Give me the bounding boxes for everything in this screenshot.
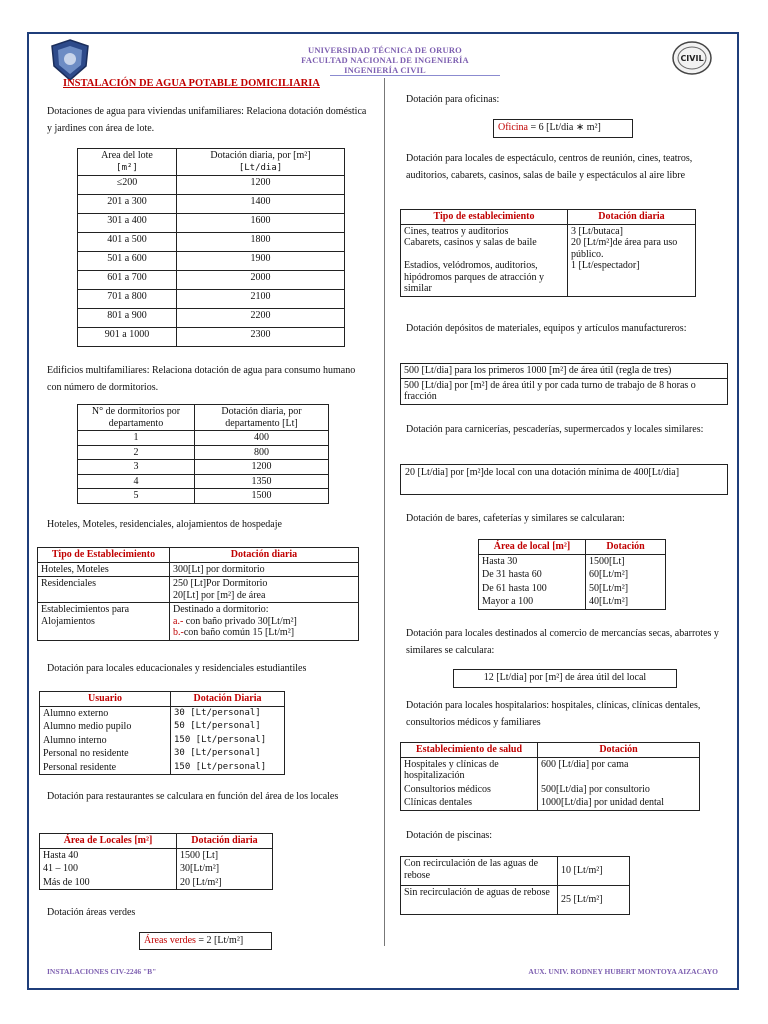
table-cell: con baño privado 30[Lt/m²]: [183, 615, 297, 627]
table-cell: 500 [Lt/dia] para los primeros 1000 [m²] de área útil (regla de tres): [401, 364, 728, 379]
hospitales-intro: Dotación para locales hospitalarios: hospitales, clínicas, clínicas dentales, consultorios médicos y familiares: [406, 700, 701, 728]
oficina-label: Oficina: [498, 122, 528, 133]
table-cell: Hospitales y clínicas de hospitalización: [401, 757, 538, 783]
table-cell: 800: [195, 445, 329, 460]
table-cell: 20 [Lt/m²]de área para uso público.: [571, 237, 678, 260]
verdes-intro: Dotación áreas verdes: [47, 907, 136, 918]
table-cell: 2300: [177, 328, 345, 347]
table-cell: 300[Lt] por dormitorio: [170, 562, 359, 577]
educ-header-dotacion: Dotación Diaria: [171, 692, 285, 707]
multifamiliar-intro: Edificios multifamiliares: Relaciona dotación de agua para consumo humano con número de dormitorios.: [47, 365, 356, 393]
restaurantes-table: [39, 833, 273, 890]
table-cell: con baño común 15 [Lt/m²]: [183, 627, 295, 638]
table-cell: De 31 hasta 60: [479, 568, 586, 582]
table-cell: 501 a 600: [78, 252, 177, 271]
table-cell: Personal residente: [40, 761, 171, 775]
table-cell: 1500: [195, 489, 329, 504]
oficina-value: = 6 [Lt/dia ∗ m²]: [528, 122, 601, 133]
multifam-col2b: departamento [Lt]: [225, 417, 298, 429]
carnicerias-formula: 20 [Lt/dia] por [m²]de local con una dotación mínima de 400[Lt/dia]: [400, 464, 728, 495]
table-cell: 1600: [177, 214, 345, 233]
bares-header-dotacion: Dotación: [586, 540, 666, 555]
hoteles-header-tipo: Tipo de Establecimiento: [38, 548, 170, 563]
restaurantes-intro: Dotación para restaurantes se calculara en función del área de los locales: [47, 791, 339, 802]
table-cell: 1800: [177, 233, 345, 252]
university-name: UNIVERSIDAD TÉCNICA DE ORURO: [308, 45, 462, 55]
table-cell: 20 [Lt/m²]: [177, 876, 273, 890]
unifamiliar-table: [77, 148, 345, 347]
piscinas-intro: Dotación de piscinas:: [406, 830, 493, 841]
table-cell: Clínicas dentales: [401, 796, 538, 810]
table-cell: 50 [Lt/personal]: [171, 720, 285, 734]
table-cell: 30 [Lt/personal]: [171, 747, 285, 761]
table-cell: Sin recirculación de aguas de rebose: [401, 886, 558, 915]
table-cell: De 61 hasta 100: [479, 582, 586, 596]
table-cell: 1: [78, 431, 195, 446]
unifam-col2a: Dotación diaria, por [m²]: [210, 150, 311, 161]
areas-verdes-value: = 2 [Lt/m²]: [195, 935, 244, 946]
bares-table: [478, 539, 666, 610]
areas-verdes-formula: [139, 932, 272, 950]
table-cell: Destinado a dormitorio:: [173, 604, 269, 615]
hoteles-header-dotacion: Dotación diaria: [170, 548, 359, 563]
table-cell: 201 a 300: [78, 195, 177, 214]
table-cell: 500[Lt/dia] por consultorio: [538, 783, 700, 797]
oficinas-intro: Dotación para oficinas:: [406, 94, 500, 105]
table-cell: Personal no residente: [40, 747, 171, 761]
hospitales-table: [400, 742, 700, 811]
table-cell: 1200: [195, 460, 329, 475]
table-cell: 2000: [177, 271, 345, 290]
table-cell: 1900: [177, 252, 345, 271]
option-a-marker: a.-: [173, 615, 184, 627]
unifam-col1b: [m²]: [116, 162, 138, 173]
table-cell: 2200: [177, 309, 345, 328]
espectaculo-intro: Dotación para locales de espectáculo, centros de reunión, cines, teatros, auditorios, cabarets, casinos, salas de baile y espectáculos al aire libre: [406, 153, 693, 181]
table-cell: 901 a 1000: [78, 328, 177, 347]
table-cell: 600 [Lt/dia] por cama: [538, 757, 700, 783]
depositos-table: [400, 363, 728, 405]
espectaculo-header-tipo: Tipo de establecimiento: [401, 210, 568, 225]
document-title: INSTALACIÓN DE AGUA POTABLE DOMICILIARIA: [63, 78, 320, 89]
table-cell: Establecimientos para: [41, 604, 130, 615]
table-cell: 3: [78, 460, 195, 475]
areas-verdes-label: Áreas verdes: [144, 935, 196, 946]
footer-author: AUX. UNIV. RODNEY HUBERT MONTOYA AIZACAYO: [528, 967, 718, 976]
depositos-intro: Dotación depósitos de materiales, equipos y artículos manufactureros:: [406, 323, 687, 334]
table-cell: Hasta 40: [40, 848, 177, 862]
table-cell: 2100: [177, 290, 345, 309]
piscinas-table: [400, 856, 630, 915]
bares-intro: Dotación de bares, cafeterías y similares se calcularan:: [406, 513, 625, 524]
table-cell: 1350: [195, 474, 329, 489]
table-cell: 1200: [177, 176, 345, 195]
table-cell: Más de 100: [40, 876, 177, 890]
unifamiliar-intro: Dotaciones de agua para viviendas unifamiliares: Relaciona dotación doméstica y jardines con área de lote.: [47, 106, 367, 134]
multifamiliar-table: [77, 404, 329, 504]
hoteles-intro: Hoteles, Moteles, residenciales, alojamientos de hospedaje: [47, 519, 282, 530]
career-name: INGENIERÍA CIVIL: [344, 65, 426, 75]
table-cell: 5: [78, 489, 195, 504]
multifam-col1b: departamento: [108, 417, 164, 429]
table-cell: 400: [195, 431, 329, 446]
header-rule: [330, 75, 500, 76]
bares-header-area: Área de local [m²]: [479, 540, 586, 555]
restaurantes-header-area: Área de Locales [m²]: [40, 834, 177, 849]
table-cell: 2: [78, 445, 195, 460]
table-cell: 1000[Lt/dia] por unidad dental: [538, 796, 700, 810]
espectaculo-table: [400, 209, 696, 297]
table-cell: Hoteles, Moteles: [38, 562, 170, 577]
table-cell: Consultorios médicos: [401, 783, 538, 797]
multifam-col1a: N° de dormitorios por: [91, 406, 181, 417]
svg-text:CIVIL: CIVIL: [680, 54, 704, 63]
table-cell: 41 – 100: [40, 862, 177, 876]
table-cell: 30 [Lt/personal]: [171, 706, 285, 720]
table-cell: 601 a 700: [78, 271, 177, 290]
table-cell: Mayor a 100: [479, 595, 586, 609]
table-cell: 30[Lt/m²]: [177, 862, 273, 876]
table-cell: 150 [Lt/personal]: [171, 761, 285, 775]
table-cell: Alumno interno: [40, 734, 171, 748]
table-cell: 4: [78, 474, 195, 489]
table-cell: 60[Lt/m²]: [586, 568, 666, 582]
table-cell: 701 a 800: [78, 290, 177, 309]
faculty-name: FACULTAD NACIONAL DE INGENIERÍA: [301, 55, 469, 65]
espectaculo-header-dotacion: Dotación diaria: [568, 210, 696, 225]
table-cell: 1500[Lt]: [586, 554, 666, 568]
table-cell: 500 [Lt/dia] por [m²] de área útil y por cada turno de trabajo de 8 horas o fracción: [401, 378, 728, 404]
table-cell: Alumno medio pupilo: [40, 720, 171, 734]
table-cell: 250 [Lt]Por Dormitorio: [173, 578, 268, 589]
mercancias-intro: Dotación para locales destinados al comercio de mercancías secas, abarrotes y similares se calculara:: [406, 628, 719, 656]
table-cell: 10 [Lt/m²]: [558, 857, 630, 886]
oficina-formula: [493, 119, 633, 138]
table-cell: 20[Lt] por [m²] de área: [173, 589, 266, 601]
table-cell: Con recirculación de las aguas de rebose: [401, 857, 558, 886]
unifam-col2b: [Lt/dia]: [238, 162, 283, 173]
university-shield-logo: [48, 38, 92, 82]
table-cell: Residenciales: [38, 577, 170, 603]
table-cell: 1 [Lt/espectador]: [571, 260, 640, 271]
table-cell: 801 a 900: [78, 309, 177, 328]
hospitales-header-dotacion: Dotación: [538, 743, 700, 758]
table-cell: Alojamientos: [41, 615, 95, 627]
table-cell: Hasta 30: [479, 554, 586, 568]
restaurantes-header-dotacion: Dotación diaria: [177, 834, 273, 849]
hospitales-header-establecimiento: Establecimiento de salud: [401, 743, 538, 758]
column-divider: [384, 78, 385, 946]
option-b-marker: b.-: [173, 627, 184, 638]
table-cell: Estadios, velódromos, auditorios, hipódromos parques de atracción y similar: [404, 260, 544, 294]
carnicerias-intro: Dotación para carnicerías, pescaderías, supermercados y locales similares:: [406, 424, 704, 435]
table-cell: 1500 [Lt]: [177, 848, 273, 862]
table-cell: 401 a 500: [78, 233, 177, 252]
table-cell: ≤200: [78, 176, 177, 195]
educ-header-usuario: Usuario: [40, 692, 171, 707]
table-cell: 25 [Lt/m²]: [558, 886, 630, 915]
table-cell: 301 a 400: [78, 214, 177, 233]
mercancias-formula: 12 [Lt/dia] por [m²] de área útil del local: [453, 669, 677, 688]
unifam-col1a: Area del lote: [101, 150, 153, 161]
educ-table: [39, 691, 285, 775]
table-cell: 3 [Lt/butaca]: [571, 225, 623, 237]
table-cell: 40[Lt/m²]: [586, 595, 666, 609]
table-cell: 150 [Lt/personal]: [171, 734, 285, 748]
table-cell: 1400: [177, 195, 345, 214]
table-cell: Cabarets, casinos y salas de baile: [404, 237, 537, 248]
table-cell: 50[Lt/m²]: [586, 582, 666, 596]
footer-course: INSTALACIONES CIV-2246 "B": [47, 967, 157, 976]
multifam-col2a: Dotación diaria, por: [221, 406, 302, 417]
table-cell: Cines, teatros y auditorios: [404, 225, 509, 237]
table-cell: Alumno externo: [40, 706, 171, 720]
educ-intro: Dotación para locales educacionales y residenciales estudiantiles: [47, 663, 307, 674]
hoteles-table: [37, 547, 359, 641]
civil-logo: [671, 40, 713, 76]
